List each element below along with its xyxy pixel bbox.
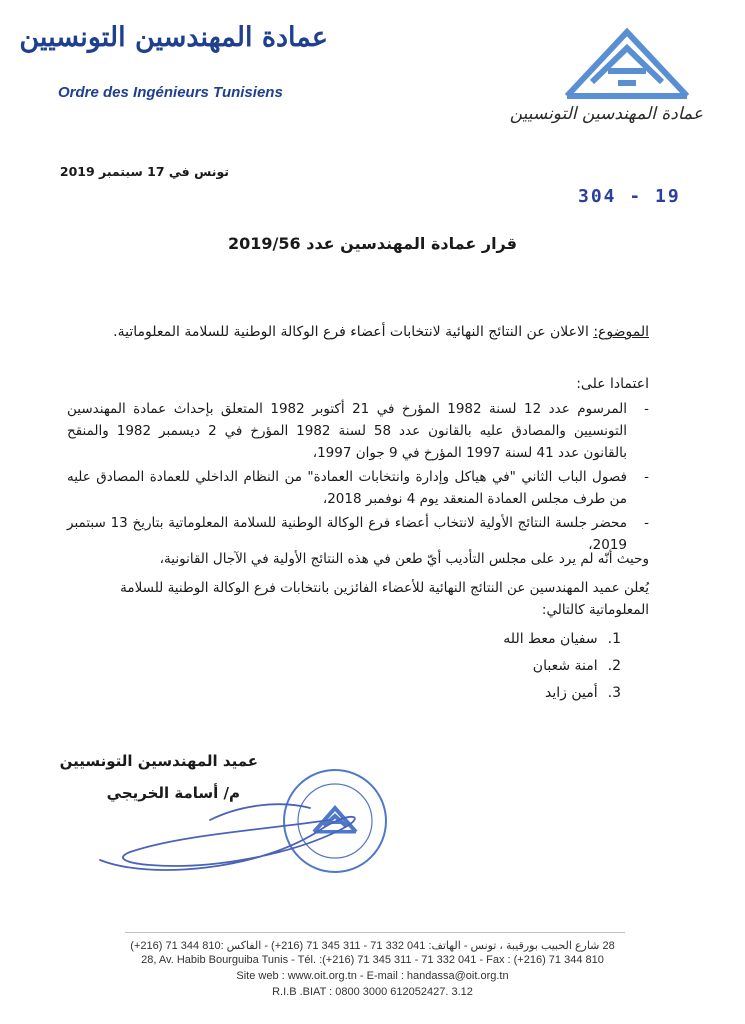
winner-item: 3.أمين زايد — [545, 685, 621, 701]
letter-date: تونس في 17 سبتمبر 2019 — [59, 164, 229, 179]
signatory-title: عميد المهندسين التونسيين — [59, 752, 258, 770]
signatory-name: م/ أسامة الخريجي — [106, 784, 240, 802]
decree-title: قرار عمادة المهندسين عدد 2019/56 — [228, 234, 517, 253]
footer-divider — [125, 932, 625, 933]
oit-logo-icon — [562, 22, 692, 102]
basis-item: - محضر جلسة النتائج الأولية لانتخاب أعضاء فرع الوكالة الوطنية للسلامة المعلوماتية بتاريخ 13 سبتمبر 2019، — [67, 515, 649, 553]
footer-address-arabic: 28 شارع الحبيب بورقيبة ، تونس - الهاتف: 041 332 71 - 311 345 71 (216+) - الفاكس :810 344 71 (216+) — [130, 940, 615, 952]
basis-item: - المرسوم عدد 12 لسنة 1982 المؤرخ في 21 أكتوبر 1982 المتعلق بإحداث عمادة المهندسين التونسيين والمصادق عليه بالقانون عدد 58 لسنة 1982 المؤرخ في 2 ديسمبر 1982 والمنقح بالقانون عدد 41 لسنة 1997 المؤرخ في 9 جوان 1997، — [67, 401, 649, 461]
footer-contact: Site web : www.oit.org.tn - E-mail : handassa@oit.org.tn — [236, 970, 509, 982]
handwritten-signature-icon — [90, 790, 380, 890]
subject-line — [89, 324, 649, 340]
footer-address-french: 28, Av. Habib Bourguiba Tunis - Tél. :(+216) 71 345 311 - 71 332 041 - Fax : (+216) 71 344 810 — [141, 954, 604, 966]
winner-item: 2.امنة شعبان — [532, 658, 621, 674]
basis-list — [67, 398, 649, 558]
basis-label: اعتمادا على: — [576, 376, 649, 392]
announcement-paragraph: يُعلن عميد المهندسين عن النتائج النهائية للأعضاء الفائزين بانتخابات فرع الوكالة الوطنية للسلامة المعلوماتية كالتالي: — [120, 580, 649, 618]
winners-list — [503, 628, 621, 709]
whereas-paragraph: وحيث أنّه لم يرد على مجلس التأديب أيّ طعن في هذه النتائج الأولية في الآجال القانونية، — [159, 551, 649, 567]
subject-label: الموضوع: — [593, 324, 649, 340]
reference-number: 304 - 19 — [578, 186, 681, 207]
org-name-french: Ordre des Ingénieurs Tunisiens — [58, 84, 283, 101]
winner-item: 1.سفيان معط الله — [503, 631, 621, 647]
footer-bank-rib: R.I.B .BIAT : 0800 3000 612052427. 3.12 — [272, 986, 473, 998]
basis-item: - فصول الباب الثاني "في هياكل وإدارة وانتخابات العمادة" من النظام الداخلي للعمادة المصادق عليه من طرف مجلس العمادة المنعقد يوم 4 نوفمبر 2018، — [67, 469, 649, 507]
subject-text: الاعلان عن النتائج النهائية لانتخابات أعضاء فرع الوكالة الوطنية للسلامة المعلوماتية. — [113, 324, 589, 340]
org-name-arabic: عمادة المهندسين التونسيين — [19, 22, 328, 53]
logo-caption: عمادة المهندسين التونسيين — [509, 104, 703, 124]
